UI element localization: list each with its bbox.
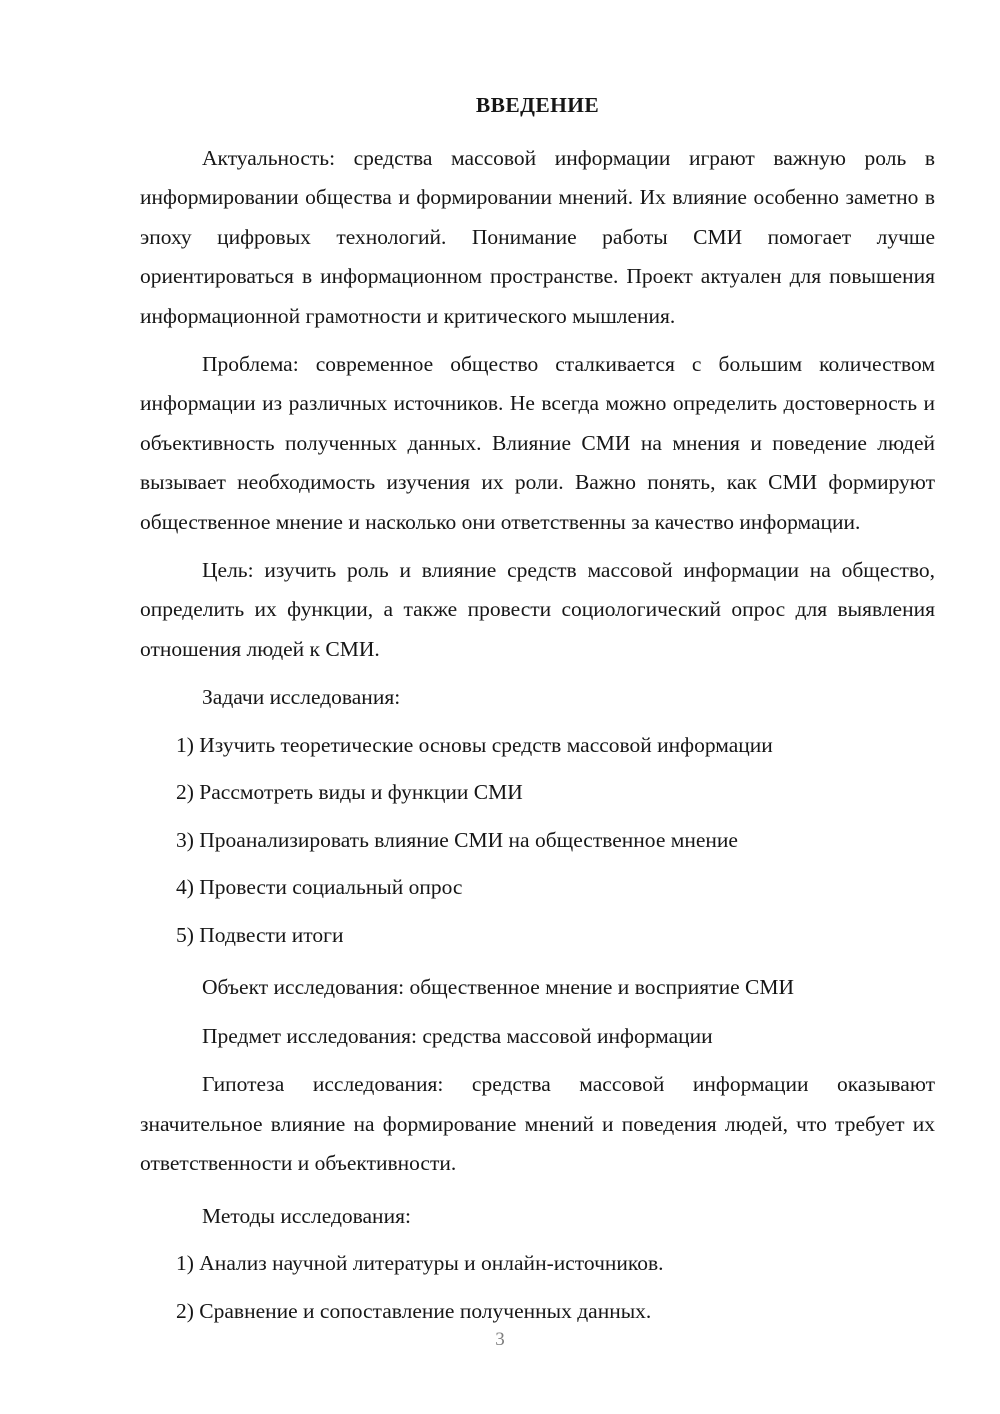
methods-list	[140, 1244, 935, 1331]
paragraph-goal: Цель: изучить роль и влияние средств массовой информации на общество, определить их функции, а также провести социологический опрос для выявления отношения людей к СМИ.	[140, 557, 935, 661]
spacer	[140, 1184, 935, 1197]
page-title: ВВЕДЕНИЕ	[475, 93, 600, 117]
spacer	[140, 1008, 935, 1017]
list-item: 3) Проанализировать влияние СМИ на общественное мнение	[176, 827, 738, 852]
paragraph-subject: Предмет исследования: средства массовой информации	[202, 1023, 713, 1048]
paragraph-relevance: Актуальность: средства массовой информации играют важную роль в информировании общества и формировании мнений. Их влияние особенно заметно в эпоху цифровых технологий. Понимание работы СМИ помогает лучше ориентироваться в информационном пространстве. Проект актуален для повышения информационной грамотности и критического мышления.	[140, 145, 935, 328]
page-number: 3	[495, 1329, 505, 1350]
methods-heading: Методы исследования:	[202, 1203, 411, 1228]
page-content	[140, 0, 935, 1331]
list-item: 1) Анализ научной литературы и онлайн-источников.	[176, 1251, 664, 1276]
tasks-heading: Задачи исследования:	[202, 685, 401, 710]
paragraph-problem: Проблема: современное общество сталкивается с большим количеством информации из различных источников. Не всегда можно определить достоверность и объективность полученных данных. Влияние СМИ на мнения и поведение людей вызывает необходимость изучения их роли. Важно понять, как СМИ формируют общественное мнение и насколько они ответственны за качество информации.	[140, 351, 935, 534]
tasks-list	[140, 726, 935, 956]
list-item: 4) Провести социальный опрос	[176, 875, 463, 900]
spacer	[140, 1056, 935, 1065]
list-item: 2) Рассмотреть виды и функции СМИ	[176, 780, 523, 805]
paragraph-hypothesis: Гипотеза исследования: средства массовой информации оказывают значительное влияние на формирование мнений и поведения людей, что требует их ответственности и объективности.	[140, 1072, 935, 1176]
list-item: 2) Сравнение и сопоставление полученных данных.	[176, 1298, 652, 1323]
paragraph-object: Объект исследования: общественное мнение и восприятие СМИ	[202, 975, 794, 1000]
spacer	[140, 955, 935, 968]
list-item: 1) Изучить теоретические основы средств массовой информации	[176, 732, 773, 757]
spacer	[140, 669, 935, 678]
list-item: 5) Подвести итоги	[176, 922, 344, 947]
